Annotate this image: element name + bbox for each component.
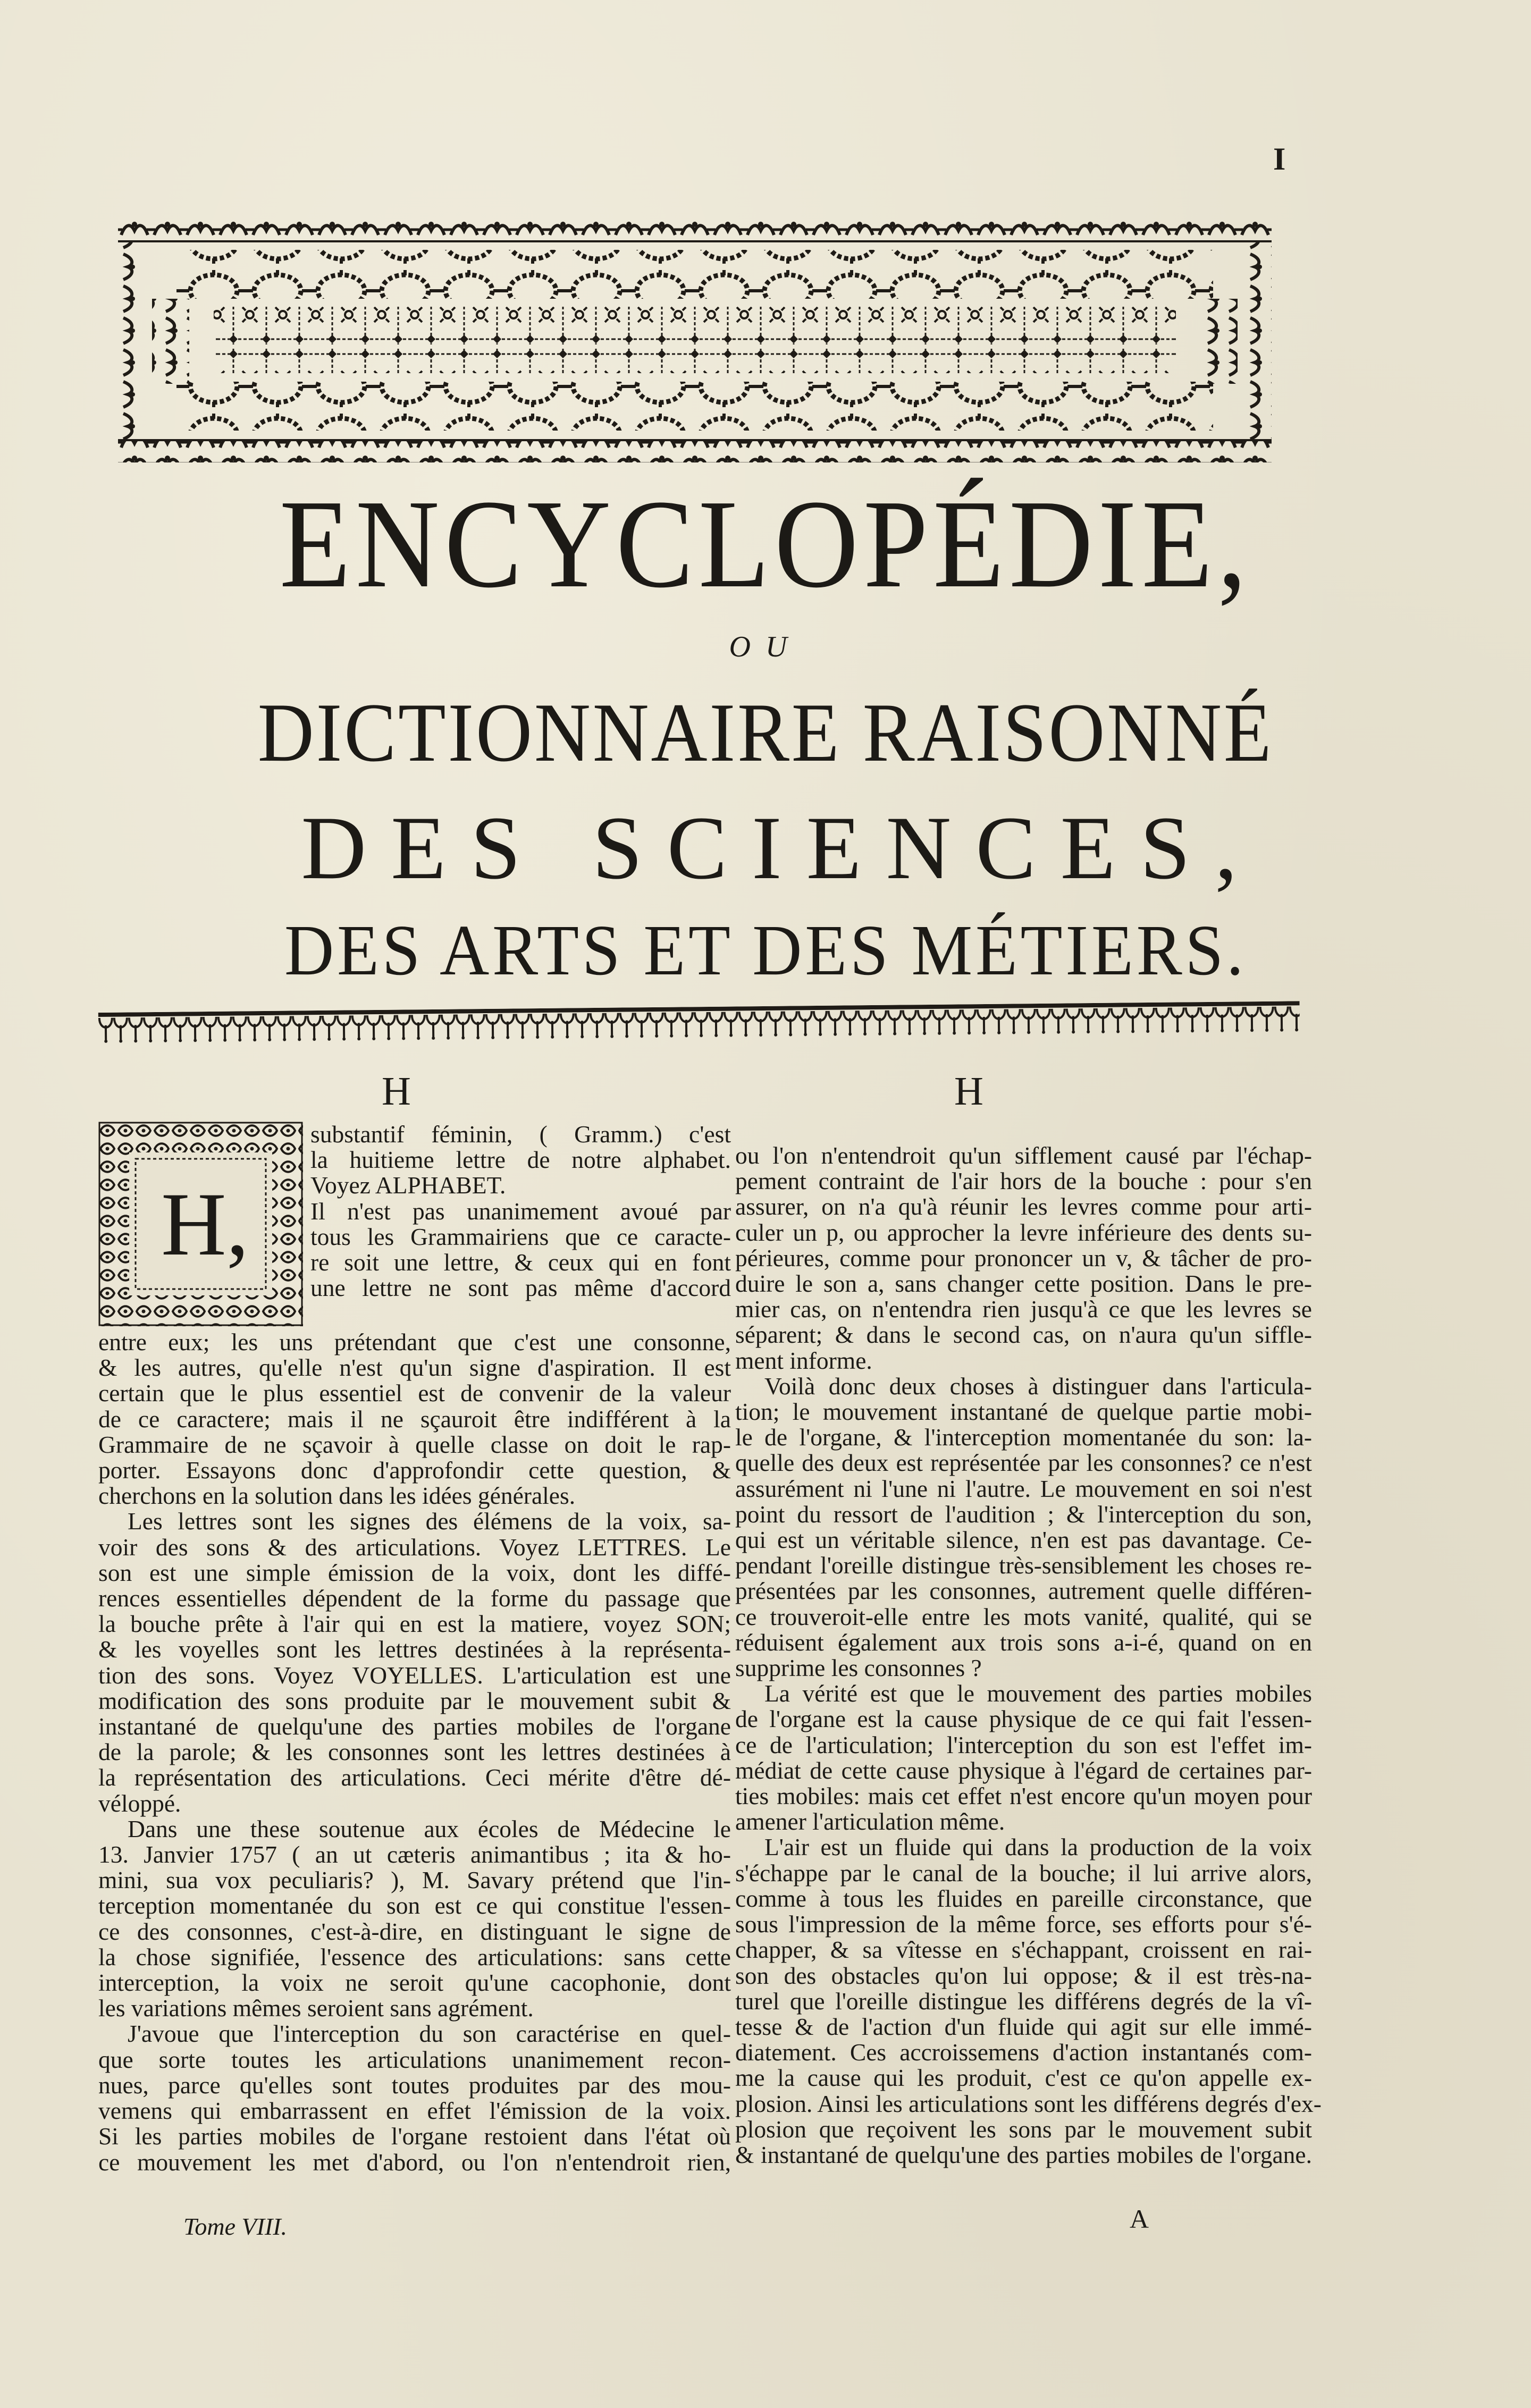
- page-number: I: [1273, 141, 1286, 176]
- title-encyclopedie: ENCYCLOPÉDIE,: [279, 474, 1252, 614]
- text-line: mini, sua vox peculiaris? ), M. Savary prétend que l'in-: [98, 1866, 731, 1894]
- text-line: amener l'articulation même.: [735, 1808, 1005, 1836]
- text-line: re soit une lettre, & ceux qui en font: [310, 1249, 731, 1276]
- text-line: mier cas, on n'entendra rien jusqu'à ce que les levres se: [735, 1295, 1312, 1323]
- text-line: plosion. Ainsi les articulations sont les différens degrés d'ex-: [735, 2090, 1322, 2117]
- text-line: les variations mêmes seroient sans agrément.: [98, 1994, 534, 2022]
- text-line: plosion que reçoivent les sons par le mouvement subit: [735, 2115, 1312, 2143]
- text-line: vemens qui embarrassent en effet l'émission de la voix.: [98, 2097, 731, 2125]
- left-column: [98, 1122, 731, 2175]
- text-line: nues, parce qu'elles sont toutes produites par des mou-: [98, 2071, 731, 2099]
- text-line: la bouche prête à l'air qui en est la matiere, voyez SON;: [98, 1610, 731, 1638]
- volume-signature: Tome VIII.: [183, 2213, 288, 2240]
- text-line: de la parole; & les consonnes sont les lettres destinées à: [98, 1738, 731, 1766]
- text-line: ment informe.: [735, 1346, 872, 1374]
- text-line: médiat de cette cause physique à l'égard de certaines par-: [735, 1756, 1312, 1784]
- text-line: chapper, & sa vîtesse en s'échappant, croissent en rai-: [735, 1936, 1312, 1964]
- text-line: Voyez ALPHABET.: [310, 1172, 506, 1199]
- text-line: modification des sons produite par le mouvement subit &: [98, 1687, 731, 1714]
- text-line: culer un p, ou approcher la levre inférieure des dents su-: [735, 1218, 1312, 1246]
- text-line: ce de l'articulation; l'interception du son est l'effet im-: [735, 1731, 1312, 1758]
- right-column: [735, 1142, 1322, 2168]
- text-line: s'échappe par le canal de la bouche; il lui arrive alors,: [735, 1859, 1312, 1887]
- text-line: la représentation des articulations. Ceci mérite d'être dé-: [98, 1764, 731, 1791]
- column-heading-left: H: [382, 1069, 411, 1114]
- text-line: Si les parties mobiles de l'organe restoient dans l'état où: [98, 2123, 731, 2150]
- text-line: J'avoue que l'interception du son caractérise en quel-: [128, 2020, 731, 2048]
- drop-cap: [98, 1122, 303, 1326]
- text-line: de ce caractere; mais il ne sçauroit être indifférent à la: [98, 1405, 731, 1433]
- text-line: assurément ni l'une ni l'autre. Le mouvement en soi n'est: [735, 1475, 1312, 1502]
- text-line: rences essentielles dépendent de la forme du passage que: [98, 1585, 731, 1612]
- ornamental-headpiece: [118, 219, 1272, 462]
- fleuron-rule-icon: [98, 1001, 1300, 1046]
- text-line: tesse & de l'action d'un fluide qui agit sur elle immé-: [735, 2013, 1312, 2040]
- text-line: & les voyelles sont les lettres destinées à la représenta-: [98, 1636, 731, 1663]
- text-line: turel que l'oreille distingue les différens degrés de la vî-: [735, 1987, 1312, 2015]
- text-line: présentées par les consonnes, autrement quelle différen-: [735, 1577, 1312, 1605]
- text-line: me la cause qui les produit, c'est ce qu'on appelle ex-: [735, 2064, 1312, 2092]
- text-line: une lettre ne sont pas même d'accord: [310, 1274, 731, 1302]
- gathering-mark: A: [1130, 2204, 1149, 2234]
- text-line: supprime les consonnes ?: [735, 1654, 982, 1682]
- text-line: cherchons en la solution dans les idées générales.: [98, 1482, 576, 1510]
- text-line: quelle des deux est représentée par les consonnes? ce n'est: [735, 1449, 1312, 1477]
- text-line: véloppé.: [98, 1789, 181, 1817]
- text-line: réduisent également aux trois sons a-i-é, quand on en: [735, 1628, 1312, 1656]
- text-line: voir des sons & des articulations. Voyez LETTRES. Le: [98, 1533, 731, 1561]
- text-line: le de l'organe, & l'interception momentanée du son: la-: [735, 1424, 1312, 1451]
- text-line: assurer, on n'a qu'à réunir les levres comme pour arti-: [735, 1193, 1312, 1220]
- text-line: tion; le mouvement instantané de quelque partie mobi-: [735, 1398, 1312, 1426]
- text-line: La vérité est que le mouvement des parties mobiles: [764, 1680, 1312, 1707]
- text-line: la huitieme lettre de notre alphabet.: [310, 1146, 731, 1174]
- text-line: instantané de quelqu'une des parties mobiles de l'organe: [98, 1713, 731, 1740]
- text-line: de l'organe est la cause physique de ce qui fait l'essen-: [735, 1705, 1312, 1733]
- title-dictionnaire: DICTIONNAIRE RAISONNÉ: [257, 686, 1274, 779]
- text-line: qui est un véritable silence, n'en est pas davantage. Ce-: [735, 1526, 1312, 1554]
- title-des-arts: DES ARTS ET DES MÉTIERS.: [284, 911, 1247, 990]
- text-line: substantif féminin, ( Gramm.) c'est: [310, 1121, 731, 1148]
- text-line: & instantané de quelqu'une des parties mobiles de l'organe.: [735, 2141, 1312, 2168]
- text-line: sous l'impression de la même force, ses efforts pour s'é-: [735, 1910, 1312, 1938]
- title-des-sciences: DES SCIENCES,: [301, 798, 1262, 898]
- text-line: Grammaire de ne sçavoir à quelle classe on doit le rap-: [98, 1430, 731, 1458]
- text-line: ce mouvement les met d'abord, ou l'on n'entendroit rien,: [98, 2148, 731, 2176]
- text-line: & les autres, qu'elle n'est qu'un signe d'aspiration. Il est: [98, 1354, 731, 1382]
- text-line: ou l'on n'entendroit qu'un sifflement causé par l'échap-: [735, 1142, 1312, 1169]
- text-line: L'air est un fluide qui dans la production de la voix: [764, 1833, 1312, 1861]
- text-line: tous les Grammairiens que ce caracte-: [310, 1223, 731, 1250]
- title-ou: OU: [729, 630, 802, 663]
- text-line: terception momentanée du son est ce qui constitue l'essen-: [98, 1892, 731, 1919]
- text-line: comme à tous les fluides en pareille circonstance, que: [735, 1884, 1312, 1912]
- fleuron-border-icon: [118, 219, 1272, 462]
- text-line: Voilà donc deux choses à distinguer dans l'articula-: [764, 1372, 1312, 1400]
- text-line: duire le son a, sans changer cette position. Dans le pre-: [735, 1270, 1312, 1298]
- text-line: entre eux; les uns prétendant que c'est une consonne,: [98, 1328, 731, 1355]
- text-line: interception, la voix ne seroit qu'une cacophonie, dont: [98, 1969, 731, 1997]
- text-line: tion des sons. Voyez VOYELLES. L'articulation est une: [98, 1661, 731, 1689]
- text-line: que sorte toutes les articulations unanimement recon-: [98, 2045, 731, 2073]
- text-line: ce trouveroit-elle entre les mots vanité, qualité, qui se: [735, 1603, 1312, 1630]
- text-line: pendant l'oreille distingue très-sensiblement les choses re-: [735, 1552, 1312, 1579]
- text-line: certain que le plus essentiel est de convenir de la valeur: [98, 1379, 731, 1407]
- text-line: ce des consonnes, c'est-à-dire, en distinguant le signe de: [98, 1917, 731, 1945]
- text-line: la chose signifiée, l'essence des articulations: sans cette: [98, 1943, 731, 1971]
- text-line: porter. Essayons donc d'approfondir cette question, &: [98, 1456, 731, 1484]
- text-line: Les lettres sont les signes des élémens de la voix, sa-: [128, 1508, 731, 1535]
- drop-cap-letter: H,: [161, 1174, 249, 1274]
- text-line: point du ressort de l'audition ; & l'interception du son,: [735, 1500, 1312, 1528]
- text-line: périeures, comme pour prononcer un v, & tâcher de pro-: [735, 1244, 1312, 1272]
- ornamental-rule: [98, 1001, 1300, 1046]
- text-line: ties mobiles: mais cet effet n'est encore qu'un moyen pour: [735, 1782, 1312, 1810]
- column-heading-right: H: [954, 1069, 983, 1114]
- text-line: pement contraint de l'air hors de la bouche : pour s'en: [735, 1167, 1312, 1195]
- text-line: son est une simple émission de la voix, dont les diffé-: [98, 1559, 731, 1586]
- text-line: séparent; & dans le second cas, on n'aura qu'un siffle-: [735, 1321, 1312, 1349]
- text-line: Dans une these soutenue aux écoles de Médecine le: [128, 1815, 731, 1842]
- text-line: diatement. Ces accroissemens d'action instantanés com-: [735, 2039, 1312, 2066]
- text-line: son des obstacles qu'on lui oppose; & il est très-na-: [735, 1961, 1312, 1989]
- text-line: Il n'est pas unanimement avoué par: [310, 1197, 731, 1225]
- text-line: 13. Janvier 1757 ( an ut cæteris animantibus ; ita & ho-: [98, 1841, 731, 1868]
